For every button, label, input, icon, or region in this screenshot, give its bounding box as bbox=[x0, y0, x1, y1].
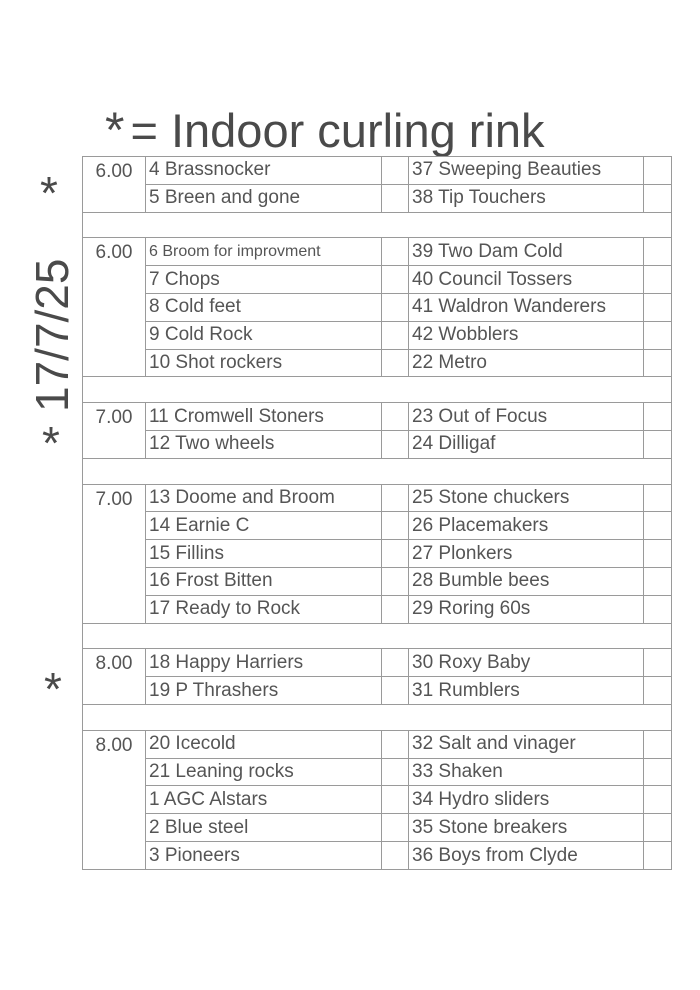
table-row bbox=[83, 431, 672, 459]
team-cell: 7 Chops bbox=[146, 266, 382, 294]
score-box bbox=[644, 649, 672, 677]
page-title bbox=[105, 98, 665, 162]
score-box bbox=[382, 238, 409, 266]
title-text: = Indoor curling rink bbox=[130, 104, 545, 157]
title-star: * bbox=[105, 102, 125, 158]
spacer-row bbox=[83, 212, 672, 238]
time-cell: 6.00 bbox=[83, 238, 146, 377]
score-box bbox=[644, 484, 672, 512]
team-cell: 3 Pioneers bbox=[146, 842, 382, 870]
team-cell: 28 Bumble bees bbox=[409, 568, 644, 596]
table-row bbox=[83, 266, 672, 294]
team-cell: 22 Metro bbox=[409, 349, 644, 377]
table-row bbox=[83, 157, 672, 185]
table-row bbox=[83, 595, 672, 623]
table-row bbox=[83, 238, 672, 266]
team-cell: 5 Breen and gone bbox=[146, 184, 382, 212]
team-cell: 8 Cold feet bbox=[146, 294, 382, 322]
score-box bbox=[382, 540, 409, 568]
score-box bbox=[644, 294, 672, 322]
time-cell: 7.00 bbox=[83, 484, 146, 623]
table-row bbox=[83, 349, 672, 377]
score-box bbox=[644, 786, 672, 814]
table-row bbox=[83, 294, 672, 322]
score-box bbox=[382, 484, 409, 512]
table-row bbox=[83, 321, 672, 349]
score-box bbox=[644, 677, 672, 705]
score-box bbox=[382, 349, 409, 377]
team-cell: 14 Earnie C bbox=[146, 512, 382, 540]
score-box bbox=[382, 294, 409, 322]
team-cell: 38 Tip Touchers bbox=[409, 184, 644, 212]
table-row bbox=[83, 758, 672, 786]
side-date: 17/7/25 bbox=[26, 258, 78, 412]
score-box bbox=[382, 758, 409, 786]
score-box bbox=[644, 730, 672, 758]
team-cell: 33 Shaken bbox=[409, 758, 644, 786]
team-cell: 20 Icecold bbox=[146, 730, 382, 758]
table-row bbox=[83, 677, 672, 705]
time-cell: 8.00 bbox=[83, 649, 146, 705]
score-box bbox=[644, 238, 672, 266]
score-box bbox=[644, 157, 672, 185]
score-box bbox=[644, 568, 672, 596]
team-cell: 18 Happy Harriers bbox=[146, 649, 382, 677]
team-cell: 25 Stone chuckers bbox=[409, 484, 644, 512]
team-cell: 15 Fillins bbox=[146, 540, 382, 568]
time-cell: 8.00 bbox=[83, 730, 146, 869]
table-row bbox=[83, 730, 672, 758]
score-box bbox=[644, 595, 672, 623]
team-cell: 40 Council Tossers bbox=[409, 266, 644, 294]
team-cell: 31 Rumblers bbox=[409, 677, 644, 705]
score-box bbox=[382, 568, 409, 596]
team-cell: 16 Frost Bitten bbox=[146, 568, 382, 596]
table-row bbox=[83, 403, 672, 431]
score-box bbox=[644, 512, 672, 540]
score-box bbox=[382, 266, 409, 294]
team-cell: 12 Two wheels bbox=[146, 431, 382, 459]
team-cell: 30 Roxy Baby bbox=[409, 649, 644, 677]
team-cell: 42 Wobblers bbox=[409, 321, 644, 349]
score-box bbox=[382, 512, 409, 540]
score-box bbox=[644, 184, 672, 212]
table-row bbox=[83, 484, 672, 512]
table-row bbox=[83, 540, 672, 568]
score-box bbox=[382, 786, 409, 814]
team-cell: 6 Broom for improvment bbox=[146, 238, 382, 266]
score-box bbox=[382, 677, 409, 705]
team-cell: 17 Ready to Rock bbox=[146, 595, 382, 623]
spacer-row bbox=[83, 705, 672, 731]
team-cell: 2 Blue steel bbox=[146, 814, 382, 842]
team-cell: 36 Boys from Clyde bbox=[409, 842, 644, 870]
star-mark-top: * bbox=[40, 167, 58, 219]
score-box bbox=[382, 730, 409, 758]
score-box bbox=[382, 814, 409, 842]
time-cell: 6.00 bbox=[83, 157, 146, 213]
table-row bbox=[83, 568, 672, 596]
team-cell: 23 Out of Focus bbox=[409, 403, 644, 431]
score-box bbox=[382, 431, 409, 459]
team-cell: 10 Shot rockers bbox=[146, 349, 382, 377]
score-box bbox=[644, 349, 672, 377]
star-mark-bottom: * bbox=[44, 663, 62, 715]
team-cell: 19 P Thrashers bbox=[146, 677, 382, 705]
team-cell: 37 Sweeping Beauties bbox=[409, 157, 644, 185]
spacer-row bbox=[83, 458, 672, 484]
time-cell: 7.00 bbox=[83, 403, 146, 459]
draw-table bbox=[82, 156, 672, 870]
table-row bbox=[83, 184, 672, 212]
team-cell: 41 Waldron Wanderers bbox=[409, 294, 644, 322]
score-box bbox=[644, 266, 672, 294]
team-cell: 32 Salt and vinager bbox=[409, 730, 644, 758]
score-box bbox=[644, 321, 672, 349]
score-box bbox=[644, 758, 672, 786]
score-box bbox=[644, 431, 672, 459]
spacer-row bbox=[83, 623, 672, 649]
team-cell: 1 AGC Alstars bbox=[146, 786, 382, 814]
score-box bbox=[644, 540, 672, 568]
team-cell: 26 Placemakers bbox=[409, 512, 644, 540]
score-box bbox=[382, 184, 409, 212]
table-row bbox=[83, 842, 672, 870]
team-cell: 13 Doome and Broom bbox=[146, 484, 382, 512]
spacer-row bbox=[83, 377, 672, 403]
team-cell: 35 Stone breakers bbox=[409, 814, 644, 842]
team-cell: 9 Cold Rock bbox=[146, 321, 382, 349]
score-box bbox=[382, 403, 409, 431]
table-row bbox=[83, 649, 672, 677]
score-box bbox=[382, 321, 409, 349]
team-cell: 27 Plonkers bbox=[409, 540, 644, 568]
table-row bbox=[83, 512, 672, 540]
table-row bbox=[83, 814, 672, 842]
score-box bbox=[382, 842, 409, 870]
score-box bbox=[644, 403, 672, 431]
score-box bbox=[382, 157, 409, 185]
team-cell: 4 Brassnocker bbox=[146, 157, 382, 185]
score-box bbox=[382, 595, 409, 623]
team-cell: 34 Hydro sliders bbox=[409, 786, 644, 814]
team-cell: 24 Dilligaf bbox=[409, 431, 644, 459]
team-cell: 21 Leaning rocks bbox=[146, 758, 382, 786]
team-cell: 29 Roring 60s bbox=[409, 595, 644, 623]
score-box bbox=[644, 814, 672, 842]
star-mark-middle: * bbox=[42, 417, 60, 469]
team-cell: 39 Two Dam Cold bbox=[409, 238, 644, 266]
score-box bbox=[382, 649, 409, 677]
table-row bbox=[83, 786, 672, 814]
team-cell: 11 Cromwell Stoners bbox=[146, 403, 382, 431]
score-box bbox=[644, 842, 672, 870]
